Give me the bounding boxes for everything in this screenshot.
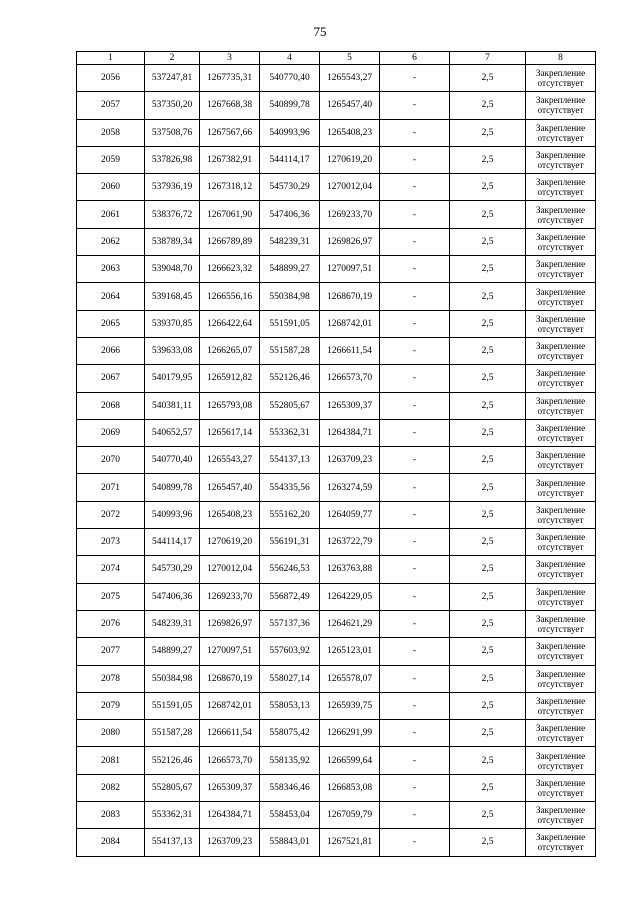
- table-cell: 2,5: [450, 174, 526, 201]
- table-cell: 537247,81: [145, 65, 200, 92]
- table-row: [77, 610, 596, 637]
- table-cell: Закрепление отсутствует: [526, 310, 596, 337]
- table-cell: 552805,67: [145, 774, 200, 801]
- table-cell: 2083: [77, 802, 145, 829]
- table-row: [77, 474, 596, 501]
- table-cell: 2,5: [450, 692, 526, 719]
- table-cell: Закрепление отсутствует: [526, 829, 596, 856]
- table-row: [77, 720, 596, 747]
- table-row: [77, 802, 596, 829]
- table-cell: 1265912,82: [200, 365, 260, 392]
- table-cell: 1263709,23: [320, 447, 380, 474]
- table-cell: 558843,01: [260, 829, 320, 856]
- table-cell: 1267668,38: [200, 92, 260, 119]
- table-cell: -: [380, 720, 450, 747]
- coordinates-table: [76, 51, 596, 857]
- table-cell: 1264059,77: [320, 501, 380, 528]
- table-cell: 1270097,51: [320, 256, 380, 283]
- table-cell: Закрепление отсутствует: [526, 228, 596, 255]
- table-cell: 558075,42: [260, 720, 320, 747]
- table-cell: 1266573,70: [320, 365, 380, 392]
- table-cell: 2064: [77, 283, 145, 310]
- table-cell: 1264621,29: [320, 610, 380, 637]
- column-header: 8: [526, 52, 596, 65]
- table-cell: 540993,96: [260, 119, 320, 146]
- table-cell: 2,5: [450, 65, 526, 92]
- table-cell: 558027,14: [260, 665, 320, 692]
- table-cell: 2067: [77, 365, 145, 392]
- table-cell: -: [380, 665, 450, 692]
- table-row: [77, 829, 596, 856]
- table-cell: 1267521,81: [320, 829, 380, 856]
- table-row: [77, 447, 596, 474]
- table-cell: 1266611,54: [320, 337, 380, 364]
- table-cell: -: [380, 146, 450, 173]
- table-cell: 1263763,88: [320, 556, 380, 583]
- table-cell: 1266611,54: [200, 720, 260, 747]
- table-cell: 1265617,14: [200, 419, 260, 446]
- table-cell: 1267567,66: [200, 119, 260, 146]
- table-body: [77, 65, 596, 857]
- table-cell: 2,5: [450, 310, 526, 337]
- table-row: [77, 419, 596, 446]
- table-cell: 1265543,27: [320, 65, 380, 92]
- table-cell: 1265793,08: [200, 392, 260, 419]
- table-cell: 1263274,59: [320, 474, 380, 501]
- table-cell: 556872,49: [260, 583, 320, 610]
- table-cell: 2072: [77, 501, 145, 528]
- table-cell: 1266573,70: [200, 747, 260, 774]
- table-cell: Закрепление отсутствует: [526, 119, 596, 146]
- table-cell: 1270012,04: [320, 174, 380, 201]
- table-cell: 1266556,16: [200, 283, 260, 310]
- table-cell: 545730,29: [260, 174, 320, 201]
- table-row: [77, 774, 596, 801]
- table-cell: 551591,05: [260, 310, 320, 337]
- table-row: [77, 283, 596, 310]
- table-cell: 540381,11: [145, 392, 200, 419]
- table-row: [77, 583, 596, 610]
- table-cell: 2,5: [450, 529, 526, 556]
- table-cell: -: [380, 583, 450, 610]
- table-cell: 554137,13: [145, 829, 200, 856]
- table-row: [77, 747, 596, 774]
- table-cell: 548899,27: [145, 638, 200, 665]
- table-cell: 550384,98: [145, 665, 200, 692]
- table-cell: 1269233,70: [200, 583, 260, 610]
- table-cell: -: [380, 201, 450, 228]
- table-cell: 2074: [77, 556, 145, 583]
- table-cell: 558453,04: [260, 802, 320, 829]
- table-cell: 2070: [77, 447, 145, 474]
- table-row: [77, 638, 596, 665]
- table-cell: 539633,08: [145, 337, 200, 364]
- table-cell: 2062: [77, 228, 145, 255]
- table-cell: 1267382,91: [200, 146, 260, 173]
- table-cell: 554335,56: [260, 474, 320, 501]
- table-cell: 1265578,07: [320, 665, 380, 692]
- table-cell: -: [380, 65, 450, 92]
- table-cell: 2077: [77, 638, 145, 665]
- table-cell: 1265123,01: [320, 638, 380, 665]
- table-cell: 1269233,70: [320, 201, 380, 228]
- table-cell: 2,5: [450, 556, 526, 583]
- table-cell: 2073: [77, 529, 145, 556]
- table-cell: Закрепление отсутствует: [526, 610, 596, 637]
- table-cell: 2,5: [450, 665, 526, 692]
- table-cell: 548239,31: [145, 610, 200, 637]
- table-cell: 1265408,23: [200, 501, 260, 528]
- table-cell: Закрепление отсутствует: [526, 774, 596, 801]
- table-cell: 1269826,97: [200, 610, 260, 637]
- table-cell: 2,5: [450, 283, 526, 310]
- table-cell: 2068: [77, 392, 145, 419]
- table-row: [77, 174, 596, 201]
- table-cell: 2,5: [450, 501, 526, 528]
- table-cell: 2059: [77, 146, 145, 173]
- table-cell: 2075: [77, 583, 145, 610]
- table-cell: -: [380, 119, 450, 146]
- table-cell: Закрепление отсутствует: [526, 747, 596, 774]
- table-cell: 1265309,37: [200, 774, 260, 801]
- table-cell: Закрепление отсутствует: [526, 638, 596, 665]
- table-cell: 552126,46: [145, 747, 200, 774]
- table-cell: 2084: [77, 829, 145, 856]
- table-header-row: [77, 52, 596, 65]
- table-cell: 1264384,71: [200, 802, 260, 829]
- table-cell: 2,5: [450, 201, 526, 228]
- table-cell: 555162,20: [260, 501, 320, 528]
- table-cell: 552805,67: [260, 392, 320, 419]
- table-cell: Закрепление отсутствует: [526, 556, 596, 583]
- table-cell: 1267059,79: [320, 802, 380, 829]
- table-cell: 557603,92: [260, 638, 320, 665]
- table-cell: 1263722,79: [320, 529, 380, 556]
- table-cell: 544114,17: [260, 146, 320, 173]
- table-row: [77, 365, 596, 392]
- table-cell: 2,5: [450, 392, 526, 419]
- table-cell: 540770,40: [260, 65, 320, 92]
- column-header: 7: [450, 52, 526, 65]
- table-cell: 2,5: [450, 720, 526, 747]
- table-cell: 2,5: [450, 228, 526, 255]
- table-cell: -: [380, 310, 450, 337]
- table-row: [77, 146, 596, 173]
- table-cell: 538789,34: [145, 228, 200, 255]
- table-cell: 2069: [77, 419, 145, 446]
- table-cell: 1268670,19: [320, 283, 380, 310]
- table-row: [77, 119, 596, 146]
- table-cell: 540770,40: [145, 447, 200, 474]
- table-cell: 1266599,64: [320, 747, 380, 774]
- table-cell: 2056: [77, 65, 145, 92]
- table-cell: -: [380, 529, 450, 556]
- table-cell: 2063: [77, 256, 145, 283]
- table-row: [77, 529, 596, 556]
- table-cell: 1266291,99: [320, 720, 380, 747]
- table-cell: -: [380, 829, 450, 856]
- table-cell: 2060: [77, 174, 145, 201]
- table-cell: Закрепление отсутствует: [526, 283, 596, 310]
- table-cell: -: [380, 638, 450, 665]
- table-cell: -: [380, 392, 450, 419]
- table-cell: 545730,29: [145, 556, 200, 583]
- table-cell: 550384,98: [260, 283, 320, 310]
- table-row: [77, 92, 596, 119]
- table-cell: 2081: [77, 747, 145, 774]
- column-header: 6: [380, 52, 450, 65]
- table-cell: 539370,85: [145, 310, 200, 337]
- table-cell: -: [380, 256, 450, 283]
- table-cell: 2080: [77, 720, 145, 747]
- table-cell: Закрепление отсутствует: [526, 665, 596, 692]
- table-cell: 2078: [77, 665, 145, 692]
- table-cell: 547406,36: [145, 583, 200, 610]
- table-cell: 558053,13: [260, 692, 320, 719]
- table-row: [77, 337, 596, 364]
- table-cell: 1266422,64: [200, 310, 260, 337]
- table-cell: 1270012,04: [200, 556, 260, 583]
- table-cell: 2,5: [450, 829, 526, 856]
- table-row: [77, 501, 596, 528]
- table-cell: -: [380, 501, 450, 528]
- table-cell: -: [380, 419, 450, 446]
- table-row: [77, 556, 596, 583]
- table-cell: 1265939,75: [320, 692, 380, 719]
- table-cell: 553362,31: [260, 419, 320, 446]
- table-cell: -: [380, 447, 450, 474]
- table-cell: Закрепление отсутствует: [526, 692, 596, 719]
- table-cell: 2,5: [450, 256, 526, 283]
- table-cell: Закрепление отсутствует: [526, 392, 596, 419]
- table-cell: 1266789,89: [200, 228, 260, 255]
- table-cell: 1266853,08: [320, 774, 380, 801]
- table-cell: 2065: [77, 310, 145, 337]
- table-cell: 537508,76: [145, 119, 200, 146]
- table-cell: 1265408,23: [320, 119, 380, 146]
- table-row: [77, 201, 596, 228]
- table-cell: -: [380, 365, 450, 392]
- table-cell: 2,5: [450, 747, 526, 774]
- table-cell: 1265457,40: [200, 474, 260, 501]
- table-cell: 2,5: [450, 419, 526, 446]
- table-cell: Закрепление отсутствует: [526, 447, 596, 474]
- table-cell: 540993,96: [145, 501, 200, 528]
- table-cell: 556191,31: [260, 529, 320, 556]
- table-cell: 1265309,37: [320, 392, 380, 419]
- table-cell: 540899,78: [260, 92, 320, 119]
- table-row: [77, 228, 596, 255]
- table-cell: 552126,46: [260, 365, 320, 392]
- table-cell: 1270619,20: [200, 529, 260, 556]
- table-cell: 2082: [77, 774, 145, 801]
- table-cell: Закрепление отсутствует: [526, 419, 596, 446]
- table-cell: 2,5: [450, 474, 526, 501]
- table-cell: -: [380, 228, 450, 255]
- table-cell: 2058: [77, 119, 145, 146]
- table-cell: 2,5: [450, 119, 526, 146]
- table-cell: 1267061,90: [200, 201, 260, 228]
- table-cell: -: [380, 610, 450, 637]
- table-cell: -: [380, 337, 450, 364]
- table-cell: Закрепление отсутствует: [526, 146, 596, 173]
- table-cell: 1268742,01: [200, 692, 260, 719]
- table-cell: 1264229,05: [320, 583, 380, 610]
- table-cell: 2066: [77, 337, 145, 364]
- table-cell: Закрепление отсутствует: [526, 65, 596, 92]
- table-cell: 1264384,71: [320, 419, 380, 446]
- table-cell: Закрепление отсутствует: [526, 583, 596, 610]
- table-cell: 1266623,32: [200, 256, 260, 283]
- table-cell: 1267318,12: [200, 174, 260, 201]
- table-cell: 2,5: [450, 774, 526, 801]
- table-cell: -: [380, 174, 450, 201]
- table-cell: 551587,28: [145, 720, 200, 747]
- table-cell: 539048,70: [145, 256, 200, 283]
- table-cell: 1265457,40: [320, 92, 380, 119]
- column-header: 2: [145, 52, 200, 65]
- table-cell: 558135,92: [260, 747, 320, 774]
- table-row: [77, 310, 596, 337]
- table-cell: 2,5: [450, 802, 526, 829]
- table-cell: 540652,57: [145, 419, 200, 446]
- table-cell: 554137,13: [260, 447, 320, 474]
- table-cell: 2,5: [450, 638, 526, 665]
- table-cell: 1266265,07: [200, 337, 260, 364]
- table-cell: 1265543,27: [200, 447, 260, 474]
- table-cell: 2079: [77, 692, 145, 719]
- table-cell: 538376,72: [145, 201, 200, 228]
- table-cell: Закрепление отсутствует: [526, 174, 596, 201]
- table-cell: -: [380, 774, 450, 801]
- table-cell: 1267735,31: [200, 65, 260, 92]
- table-cell: 1268670,19: [200, 665, 260, 692]
- table-cell: 2071: [77, 474, 145, 501]
- table-cell: 548899,27: [260, 256, 320, 283]
- table-cell: Закрепление отсутствует: [526, 365, 596, 392]
- table-cell: 1269826,97: [320, 228, 380, 255]
- table-cell: 557137,36: [260, 610, 320, 637]
- table-cell: 1263709,23: [200, 829, 260, 856]
- table-cell: Закрепление отсутствует: [526, 802, 596, 829]
- table-cell: 2,5: [450, 583, 526, 610]
- table-cell: 2,5: [450, 447, 526, 474]
- table-cell: 540179,95: [145, 365, 200, 392]
- table-cell: -: [380, 692, 450, 719]
- table-cell: -: [380, 283, 450, 310]
- column-header: 1: [77, 52, 145, 65]
- table-cell: 539168,45: [145, 283, 200, 310]
- table-cell: 540899,78: [145, 474, 200, 501]
- table-cell: Закрепление отсутствует: [526, 256, 596, 283]
- table-cell: 1268742,01: [320, 310, 380, 337]
- table-row: [77, 392, 596, 419]
- table-cell: 2,5: [450, 610, 526, 637]
- table-cell: 553362,31: [145, 802, 200, 829]
- table-cell: Закрепление отсутствует: [526, 720, 596, 747]
- table-cell: Закрепление отсутствует: [526, 501, 596, 528]
- table-cell: 2076: [77, 610, 145, 637]
- table-cell: 2061: [77, 201, 145, 228]
- table-row: [77, 256, 596, 283]
- table-cell: 544114,17: [145, 529, 200, 556]
- table-cell: 556246,53: [260, 556, 320, 583]
- page-number: 75: [313, 24, 327, 39]
- table-cell: Закрепление отсутствует: [526, 201, 596, 228]
- column-header: 4: [260, 52, 320, 65]
- table-cell: 2,5: [450, 365, 526, 392]
- table-cell: 558346,46: [260, 774, 320, 801]
- table-cell: -: [380, 747, 450, 774]
- table-cell: Закрепление отсутствует: [526, 337, 596, 364]
- table-cell: Закрепление отсутствует: [526, 529, 596, 556]
- table-cell: 551587,28: [260, 337, 320, 364]
- table-cell: 2,5: [450, 92, 526, 119]
- table-cell: 537936,19: [145, 174, 200, 201]
- table-cell: -: [380, 92, 450, 119]
- table-cell: 548239,31: [260, 228, 320, 255]
- table-cell: 2,5: [450, 146, 526, 173]
- column-header: 3: [200, 52, 260, 65]
- table-row: [77, 665, 596, 692]
- table-cell: 2057: [77, 92, 145, 119]
- column-header: 5: [320, 52, 380, 65]
- table-cell: 551591,05: [145, 692, 200, 719]
- table-cell: 1270619,20: [320, 146, 380, 173]
- table-cell: -: [380, 556, 450, 583]
- table-row: [77, 692, 596, 719]
- table-row: [77, 65, 596, 92]
- table-cell: Закрепление отсутствует: [526, 92, 596, 119]
- table-cell: 1270097,51: [200, 638, 260, 665]
- table-cell: 2,5: [450, 337, 526, 364]
- table-cell: 537350,20: [145, 92, 200, 119]
- table-cell: Закрепление отсутствует: [526, 474, 596, 501]
- table-cell: 537826,98: [145, 146, 200, 173]
- table-cell: -: [380, 802, 450, 829]
- table-cell: -: [380, 474, 450, 501]
- table-cell: 547406,36: [260, 201, 320, 228]
